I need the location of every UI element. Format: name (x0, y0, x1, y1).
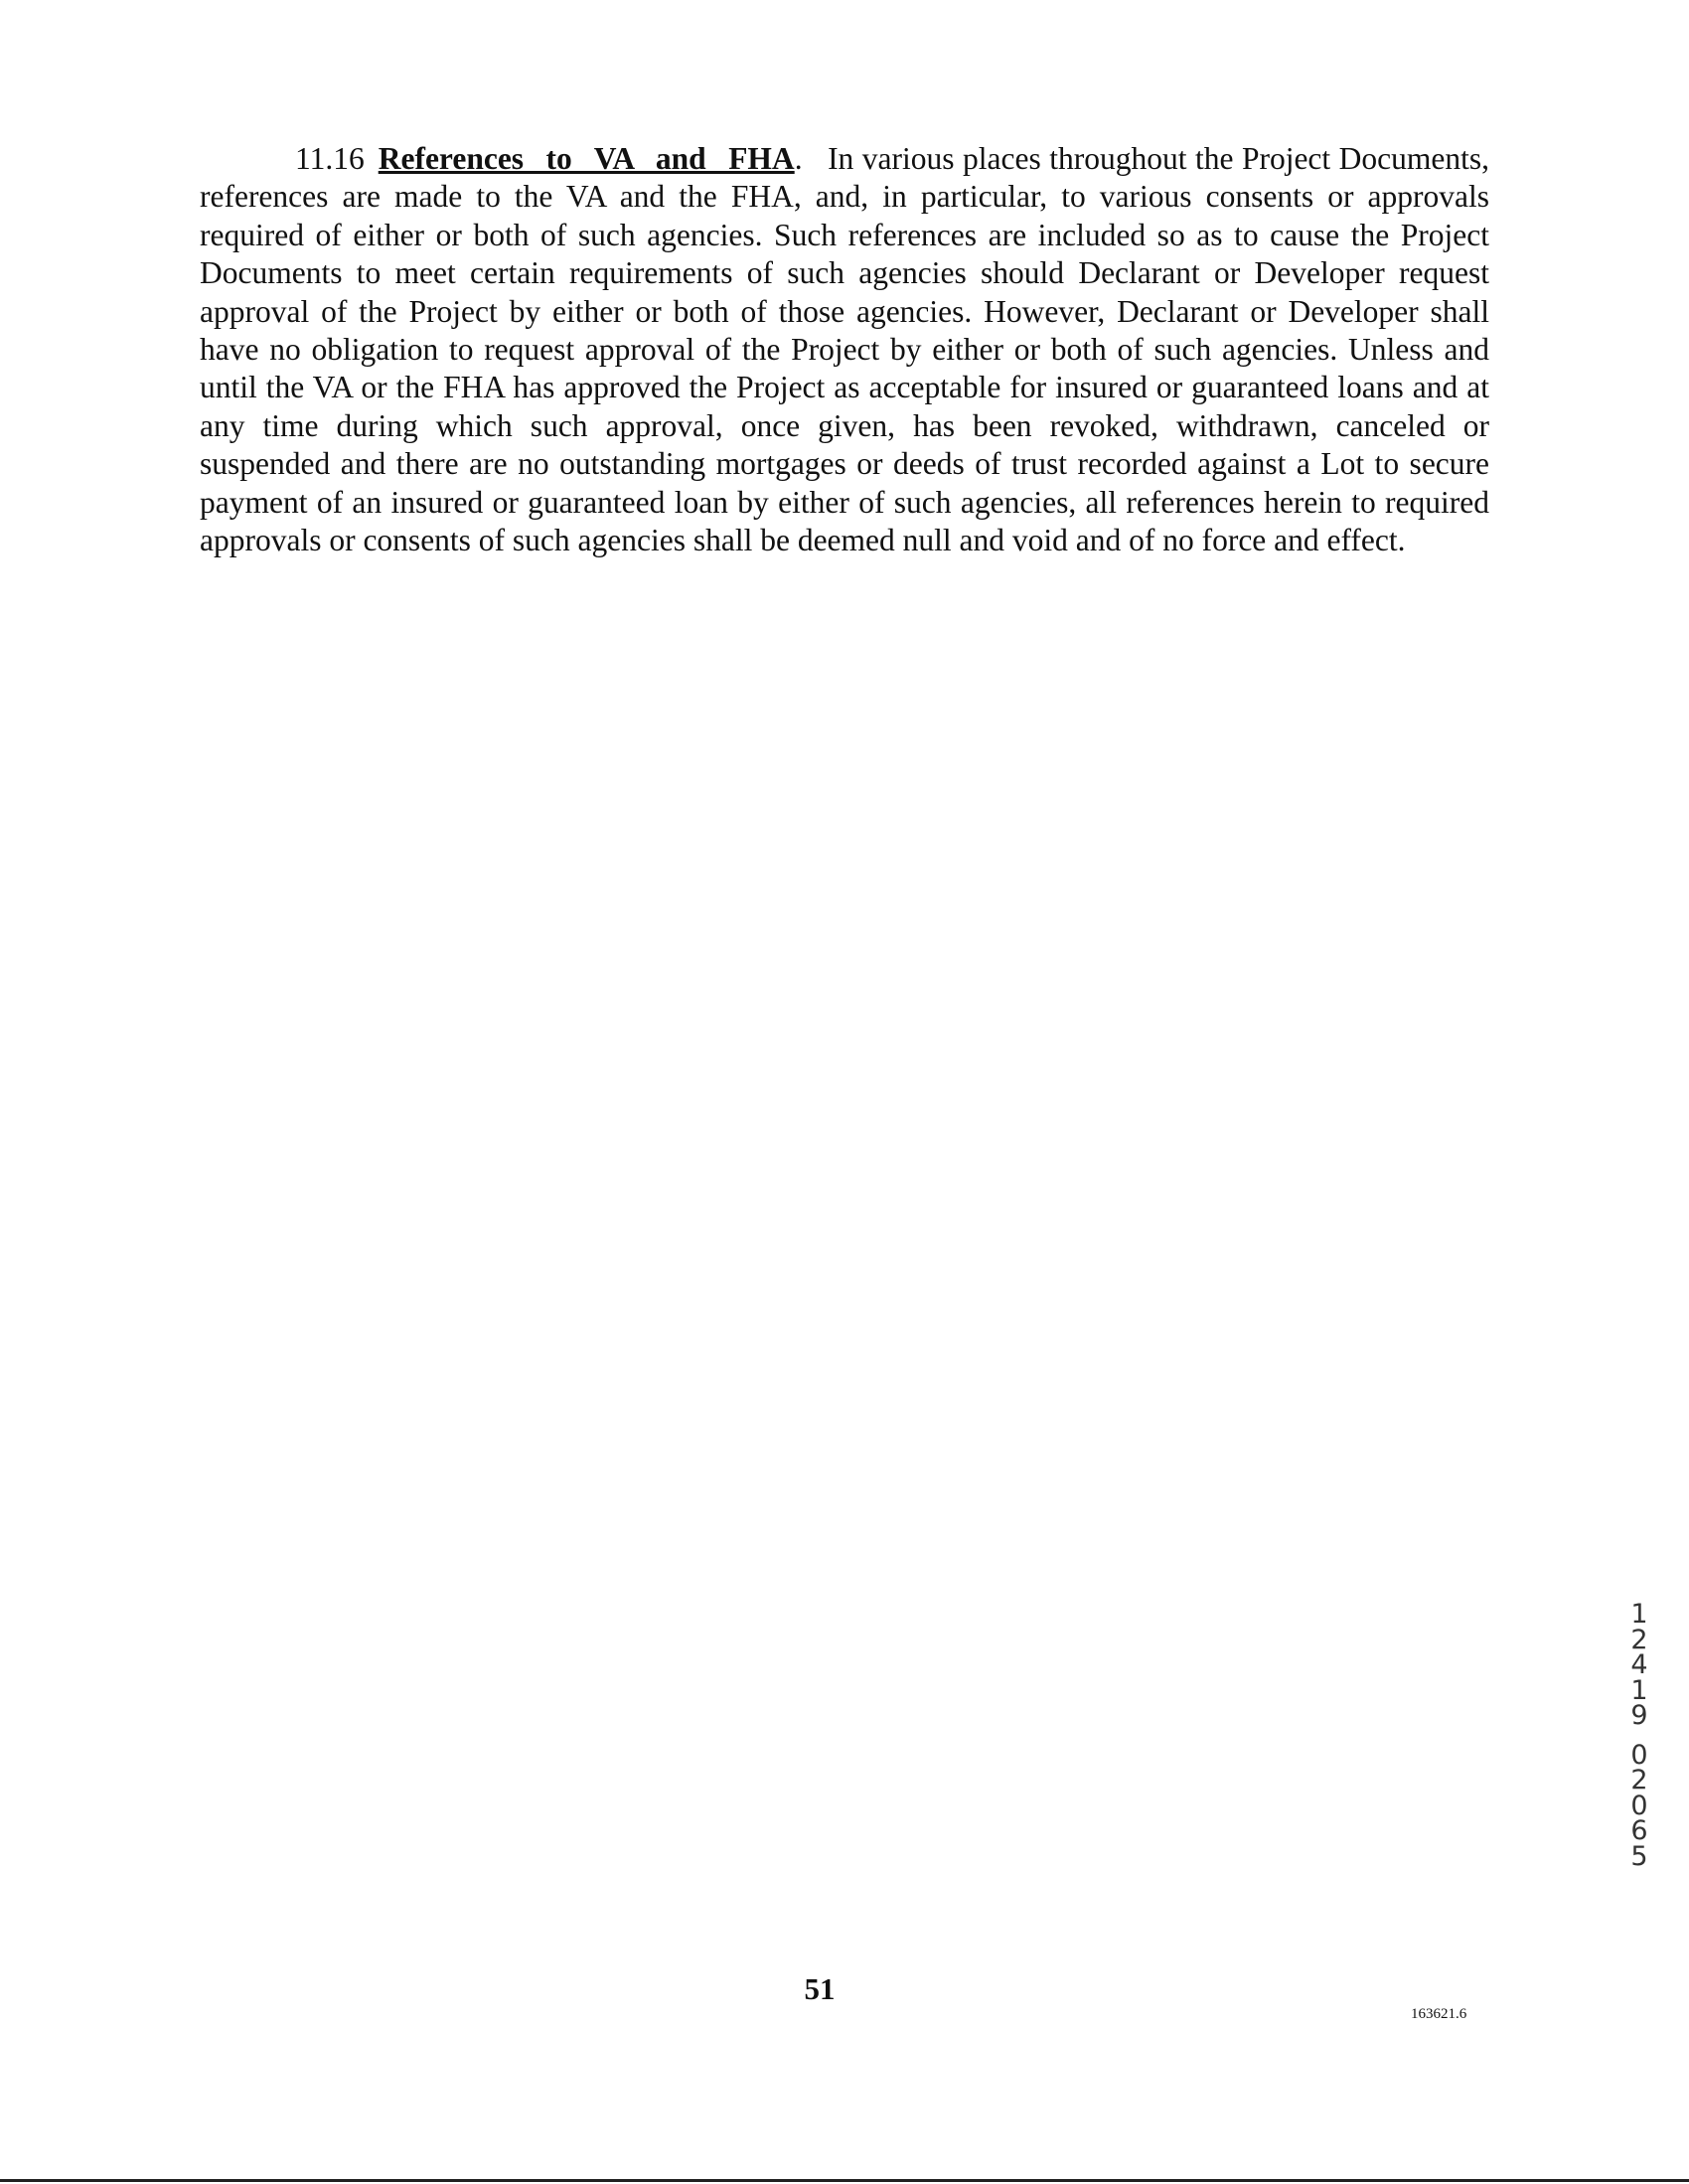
stamp-digit: 2 (1630, 1765, 1648, 1795)
section-paragraph (200, 140, 1489, 559)
stamp-digit: 0 (1630, 1790, 1648, 1821)
stamp-digit: 1 (1630, 1599, 1648, 1630)
section-body-text: In various places throughout the Project Documents, references are made to the VA and the FHA, and, in particular, to various consents or approvals required of either or both of such agencies. Such references are included so as to cause the Project Documents to meet certain requirements of such agencies should Declarant or Developer request approval of the Project by either or both of those agencies. However, Declarant or Developer shall have no obligation to request approval of the Project by either or both of such agencies. Unless and until the VA or the FHA has approved the Project as acceptable for insured or guaranteed loans and at any time during which such approval, once given, has been revoked, withdrawn, canceled or suspended and there are no outstanding mortgages or deeds of trust recorded against a Lot to secure payment of an insured or guaranteed loan by either of such agencies, all references herein to required approvals or consents of such agencies shall be deemed null and void and of no force and effect. (200, 141, 1490, 558)
section-number: 11.16 (295, 141, 365, 176)
section-heading: References to VA and FHA (378, 141, 795, 176)
recording-stamp (1625, 1599, 1653, 1872)
page-number: 51 (804, 1971, 836, 2006)
stamp-digit: 1 (1630, 1674, 1648, 1706)
stamp-digit: 0 (1630, 1739, 1648, 1771)
bottom-edge-line (0, 2179, 1689, 2182)
stamp-digit: 2 (1630, 1624, 1648, 1655)
section-heading-period: . (794, 141, 803, 176)
stamp-digit: 6 (1630, 1815, 1648, 1846)
document-id: 163621.6 (1411, 2006, 1467, 2022)
stamp-digit: 9 (1630, 1700, 1648, 1731)
stamp-digit: 5 (1630, 1840, 1648, 1872)
stamp-digit: 4 (1630, 1649, 1648, 1680)
